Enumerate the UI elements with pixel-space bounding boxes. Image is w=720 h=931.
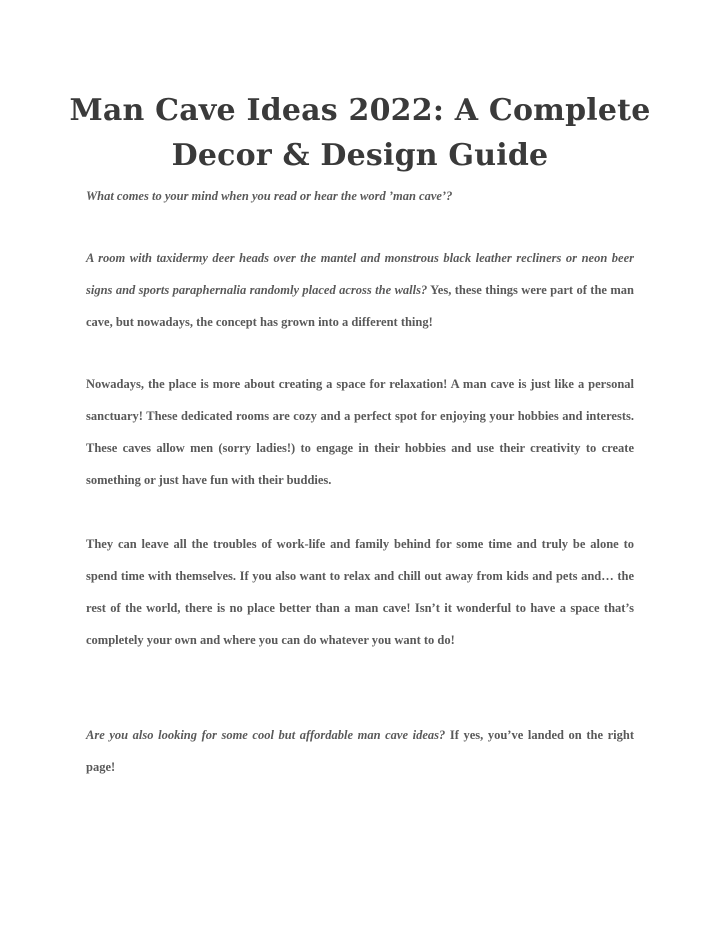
paragraph-2-text: Nowadays, the place is more about creating a space for relaxation! A man cave is just like a personal sanctuary! These dedicated rooms are cozy and a perfect spot for enjoying your hobbies and interests. These caves allow men (sorry ladies!) to engage in their hobbies and use their creativity to create something or just have fun with their buddies. bbox=[86, 377, 634, 487]
paragraph-4 bbox=[86, 719, 634, 783]
paragraph-3-text: They can leave all the troubles of work-life and family behind for some time and truly be alone to spend time with themselves. If you also want to relax and chill out away from kids and pets and… the rest of the world, there is no place better than a man cave! Isn’t it wonderful to have a space that’s completely your own and where you can do whatever you want to do! bbox=[86, 537, 634, 647]
intro-question: What comes to your mind when you read or hear the word ’man cave’? bbox=[86, 189, 453, 203]
paragraph-1-text: Yes, these things were part of the man cave, but nowadays, the concept has grown into a different thing! bbox=[86, 283, 634, 329]
paragraph-4-text: If yes, you’ve landed on the right page! bbox=[86, 728, 634, 774]
paragraph-1 bbox=[86, 242, 634, 338]
paragraph-4-italic: Are you also looking for some cool but affordable man cave ideas? bbox=[86, 728, 446, 742]
paragraph-2 bbox=[86, 368, 634, 496]
paragraph-3 bbox=[86, 528, 634, 656]
paragraph-1-italic: A room with taxidermy deer heads over the mantel and monstrous black leather recliners or neon beer signs and sports paraphernalia randomly placed across the walls? bbox=[86, 251, 634, 297]
page-title: Man Cave Ideas 2022: A Complete Decor & Design Guide bbox=[69, 93, 651, 173]
